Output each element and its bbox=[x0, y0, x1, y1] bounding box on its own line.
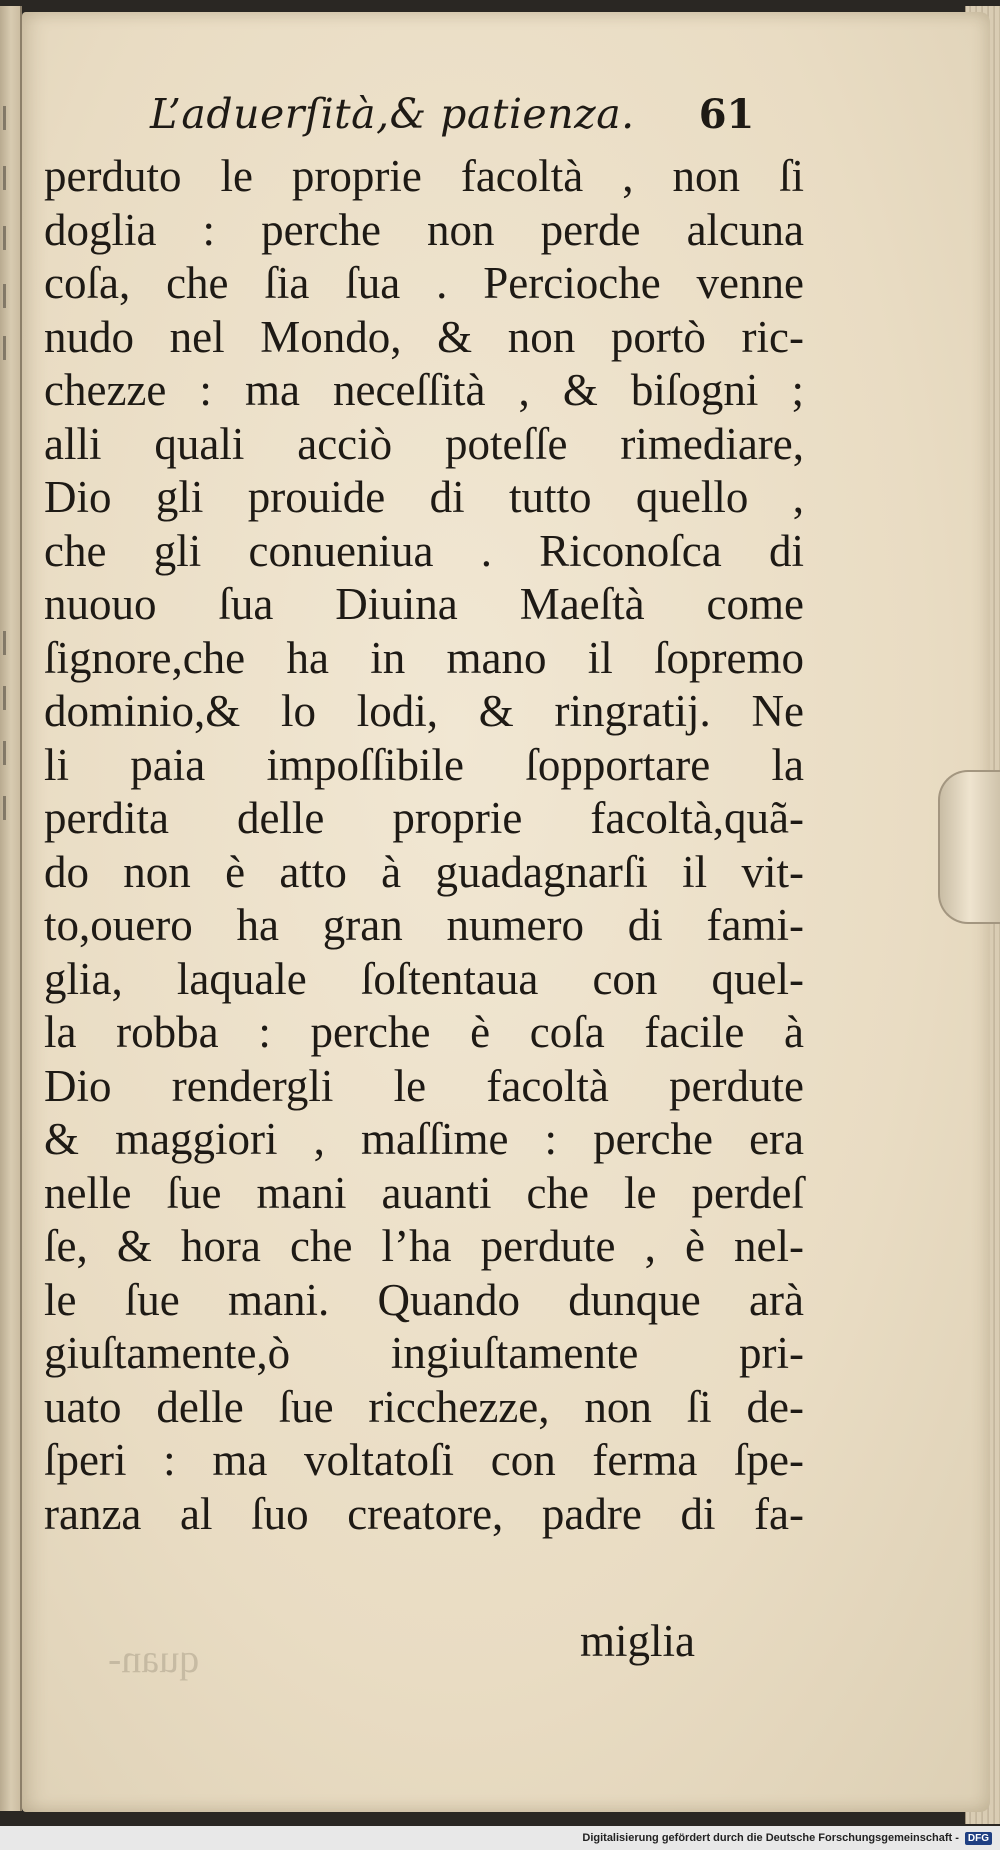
text-line: Dio rendergli le facoltà perdute bbox=[44, 1060, 804, 1111]
text-line: perdita delle proprie facoltà,quã- bbox=[44, 793, 804, 843]
text-line: glia, laquale ſoſtentaua con quel- bbox=[44, 953, 804, 1004]
text-line: nudo nel Mondo, & non portò ric- bbox=[44, 311, 804, 362]
book-clasp bbox=[938, 770, 1000, 924]
text-line: alli quali acciò poteſſe rimediare, bbox=[44, 418, 804, 469]
text-line: li paia impoſſibile ſopportare la bbox=[44, 739, 804, 790]
text-line: ſe, & hora che l’ha perdute , è nel- bbox=[44, 1221, 804, 1271]
text-line: le ſue mani. Quando dunque arà bbox=[44, 1274, 804, 1325]
text-line: nuouo ſua Diuina Maeſtà come bbox=[44, 579, 804, 629]
text-line: ſignore,che ha in mano il ſopremo bbox=[44, 632, 804, 683]
text-line: giuſtamente,ò ingiuſtamente pri- bbox=[44, 1328, 804, 1378]
text-line: perduto le proprie facoltà , non ſi bbox=[44, 151, 804, 201]
text-line: che gli conueniua . Riconoſca di bbox=[44, 525, 804, 576]
funding-credit: Digitalisierung gefördert durch die Deutsche Forschungsgemeinschaft - bbox=[582, 1832, 959, 1844]
facing-page-ink-mark bbox=[3, 106, 16, 130]
bleed-through-text: quan- bbox=[108, 1636, 200, 1681]
facing-page-ink-mark bbox=[3, 284, 16, 308]
text-line: chezze : ma neceſſità , & biſogni ; bbox=[44, 365, 804, 415]
text-line: do non è atto à guadagnarſi il vit- bbox=[44, 846, 804, 897]
text-line: uato delle ſue ricchezze, non ſi de- bbox=[44, 1381, 804, 1432]
facing-page-ink-mark bbox=[3, 796, 16, 820]
text-line: to,ouero ha gran numero di fami- bbox=[44, 900, 804, 950]
facing-page-ink-mark bbox=[3, 741, 16, 765]
digitization-footer bbox=[0, 1826, 1000, 1850]
text-line: ſperi : ma voltatoſi con ferma ſpe- bbox=[44, 1435, 804, 1485]
text-line: coſa, che ſia ſua . Percioche venne bbox=[44, 258, 804, 308]
catchword: miglia bbox=[580, 1616, 695, 1666]
text-line: doglia : perche non perde alcuna bbox=[44, 204, 804, 255]
text-line: nelle ſue mani auanti che le perdeſ bbox=[44, 1167, 804, 1218]
facing-page-edge bbox=[0, 6, 22, 1811]
text-line: ranza al ſuo creatore, padre di fa- bbox=[44, 1488, 804, 1539]
facing-page-ink-mark bbox=[3, 226, 16, 250]
running-head: L’aduerſità,& patienza. bbox=[150, 90, 635, 138]
facing-page-ink-mark bbox=[3, 686, 16, 710]
page-header bbox=[150, 90, 800, 150]
page-number: 61 bbox=[698, 91, 755, 138]
text-line: Dio gli prouide di tutto quello , bbox=[44, 472, 804, 522]
facing-page-ink-mark bbox=[3, 166, 16, 190]
body-text bbox=[44, 150, 804, 1541]
text-line: & maggiori , maſſime : perche era bbox=[44, 1114, 804, 1164]
facing-page-ink-mark bbox=[3, 631, 16, 655]
text-line: la robba : perche è coſa facile à bbox=[44, 1007, 804, 1057]
dfg-logo: DFG bbox=[965, 1832, 992, 1845]
facing-page-ink-mark bbox=[3, 336, 16, 360]
text-line: dominio,& lo lodi, & ringratij. Ne bbox=[44, 686, 804, 736]
